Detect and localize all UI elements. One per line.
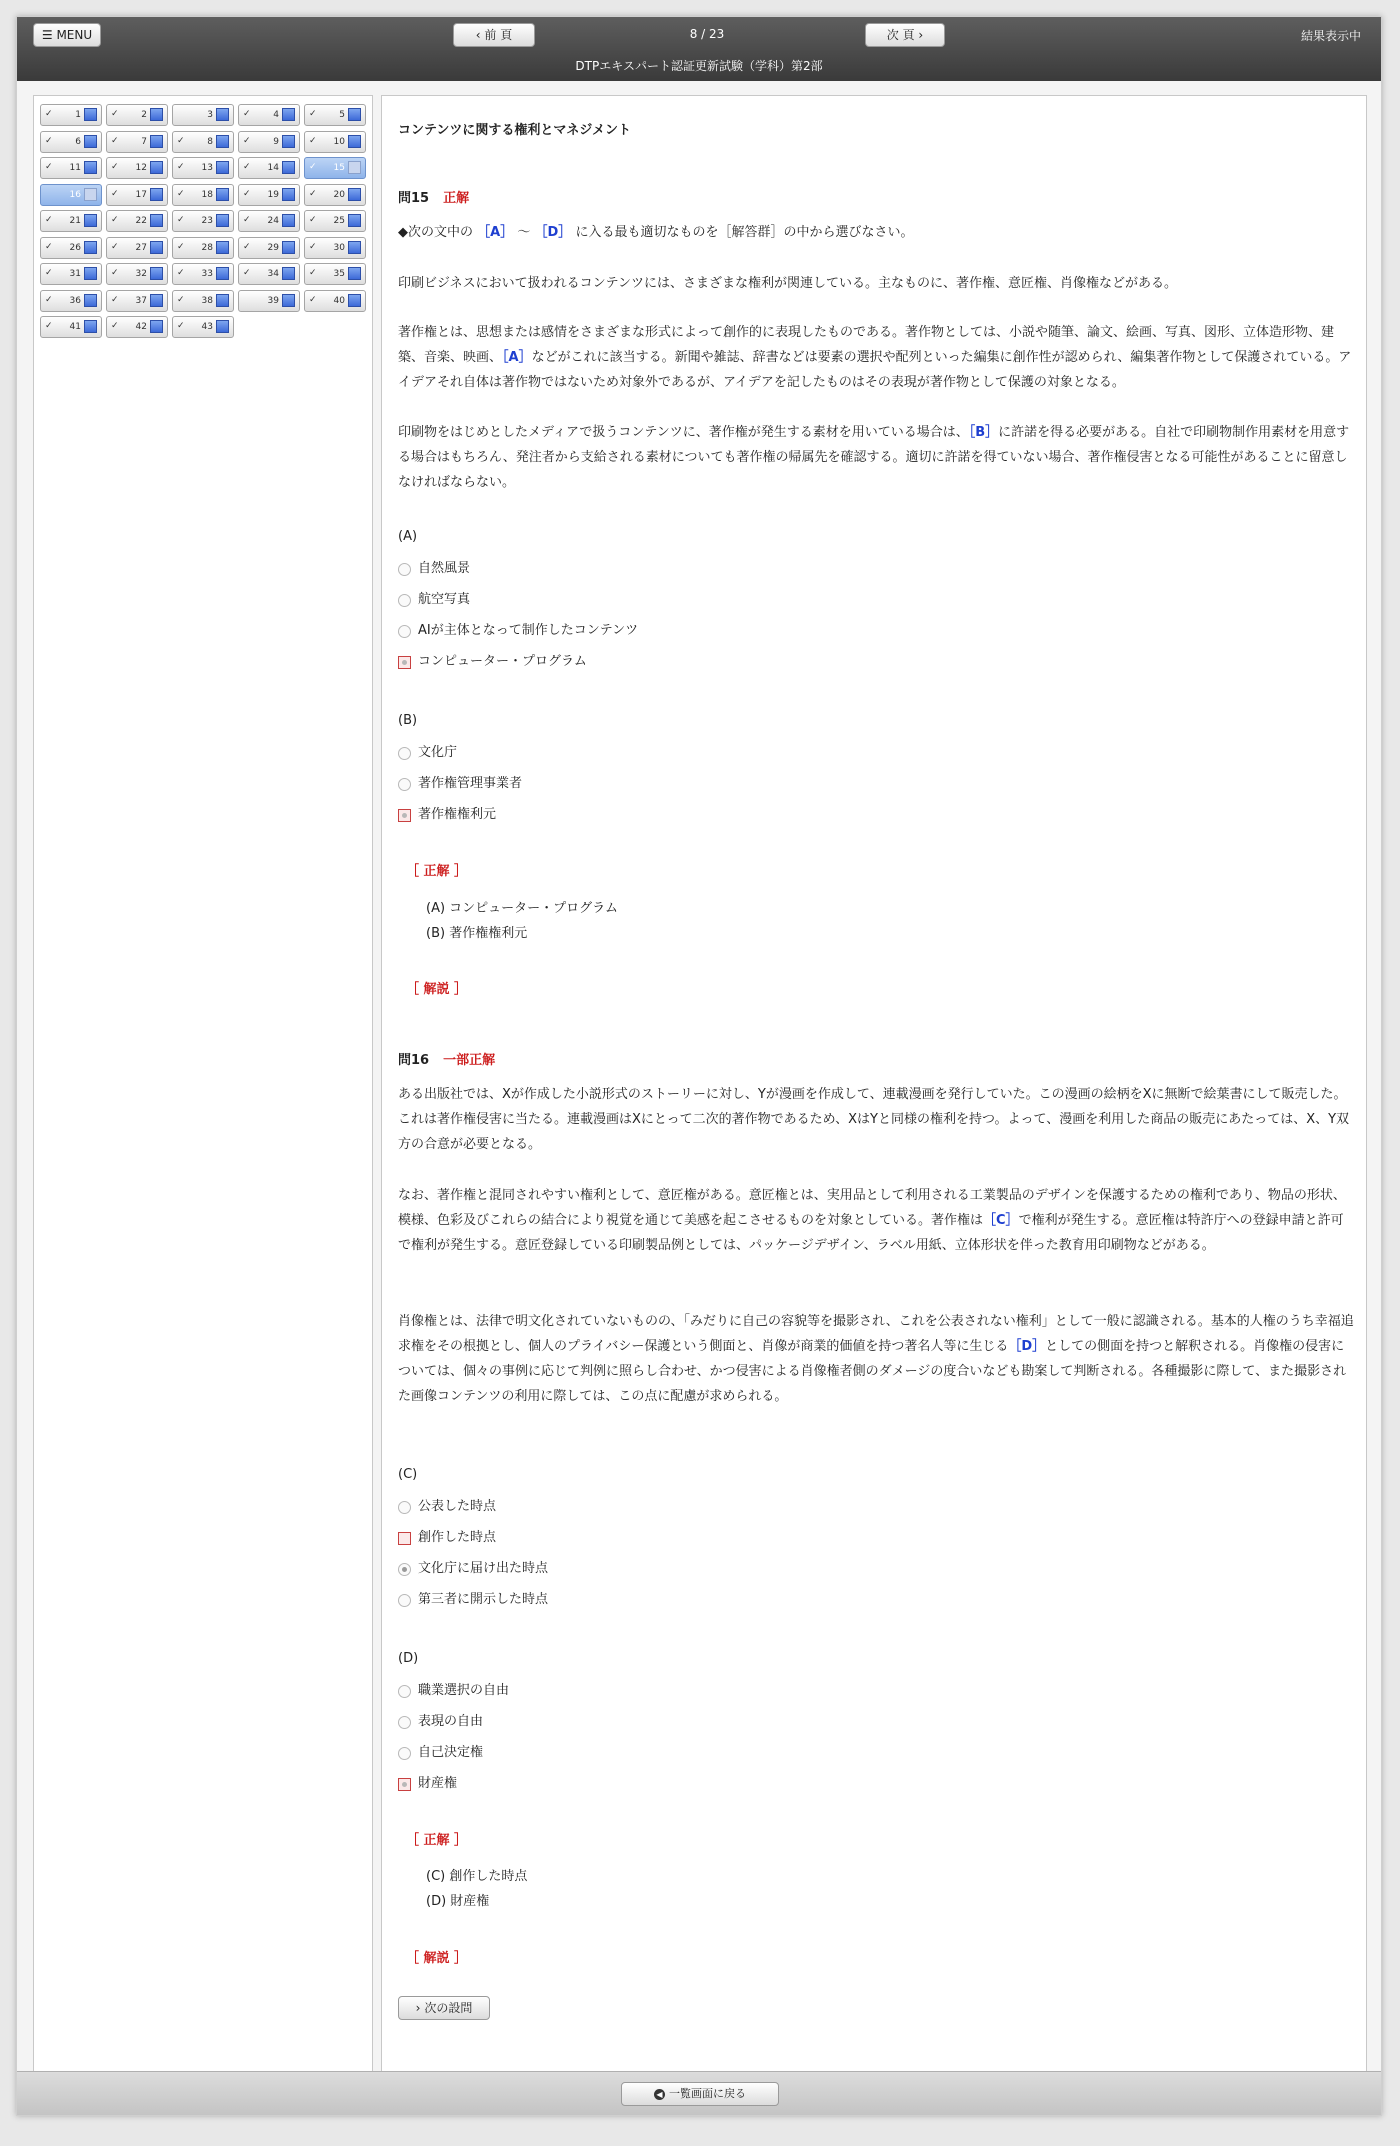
answer-line: (C) 創作した時点: [426, 1869, 528, 1884]
check-icon: ✓: [45, 241, 53, 252]
question-number-label: 21: [69, 216, 81, 226]
question-button-29[interactable]: [238, 237, 300, 259]
bookmark-icon[interactable]: [150, 135, 163, 148]
question-button-16[interactable]: [40, 184, 102, 206]
check-icon: ✓: [309, 215, 317, 225]
paragraph-text: なお、著作権と混同されやすい権利として、意匠権がある。意匠権とは、実用品として利用される工業製品のデザインを保護するための権利であり、物品の形状、模様、色彩及びこれらの結合により視覚を通じて美感を起こさせるものを対象としている。著作権は: [398, 1188, 1346, 1228]
option-label: 第三者に開示した時点: [418, 1592, 549, 1607]
question-number-label: 6: [75, 136, 81, 147]
question-number-label: 23: [201, 216, 213, 226]
question-content-panel: [381, 95, 1367, 2073]
question-number-label: 2: [141, 110, 147, 120]
radio-button[interactable]: [398, 1501, 411, 1514]
question-button-13[interactable]: [172, 157, 234, 179]
bookmark-icon[interactable]: [282, 135, 295, 148]
check-icon: ✓: [177, 215, 185, 225]
check-icon: ✓: [243, 188, 251, 199]
bottom-toolbar: [17, 2071, 1381, 2115]
check-icon: ✓: [177, 162, 185, 172]
question-button-17[interactable]: [106, 184, 168, 206]
question-button-11[interactable]: [40, 157, 102, 179]
check-icon: ✓: [45, 294, 53, 305]
chevron-right-icon: ›: [918, 28, 924, 42]
question-button-25[interactable]: [304, 210, 366, 232]
question-button-4[interactable]: [238, 104, 300, 126]
question-number-label: 37: [135, 295, 147, 306]
blank-d: ［D］: [1008, 1339, 1046, 1354]
question-number-label: 8: [207, 136, 213, 147]
question-button-2[interactable]: [106, 104, 168, 126]
check-icon: ✓: [111, 241, 119, 252]
bookmark-icon[interactable]: [348, 241, 361, 254]
instruction: [398, 220, 1356, 245]
bookmark-icon[interactable]: [84, 267, 97, 280]
question-number-label: 25: [333, 216, 345, 226]
option-label: 文化庁に届け出た時点: [418, 1561, 549, 1576]
bookmark-icon[interactable]: [282, 161, 295, 174]
blank-c: ［C］: [983, 1213, 1019, 1228]
paragraph-text: で権利が発生する。意匠権は特許庁への登録申請と許可で権利が発生する。意匠登録している印刷製品例としては、パッケージデザイン、ラベル用紙、立体形状を伴った教育用印刷物などがある。: [398, 1213, 1344, 1253]
question-number-label: 14: [267, 163, 279, 173]
correct-selected-marker-icon[interactable]: [398, 656, 411, 669]
question-number-label: 42: [135, 322, 147, 332]
question-button-10[interactable]: [304, 131, 366, 153]
question-number-label: 20: [333, 189, 345, 200]
option-label: 著作権管理事業者: [418, 776, 523, 791]
menu-button[interactable]: [33, 23, 101, 47]
bookmark-icon[interactable]: [84, 214, 97, 227]
option-label: 文化庁: [418, 745, 458, 760]
blank-b: ［B］: [968, 425, 999, 440]
question-number: 問16: [398, 1053, 430, 1068]
question-button-22[interactable]: [106, 210, 168, 232]
answer-line: (A) コンピューター・プログラム: [426, 901, 619, 916]
question-number-label: 35: [333, 269, 345, 279]
radio-button[interactable]: [398, 1594, 411, 1607]
top-toolbar: [17, 17, 1381, 81]
question-number-label: 19: [267, 189, 279, 200]
option-label: 財産権: [418, 1776, 458, 1791]
question-number-label: 31: [69, 269, 81, 279]
blank-d: ［D］: [534, 225, 572, 240]
result-label: 正解: [443, 191, 470, 206]
check-icon: ✓: [111, 162, 119, 172]
bookmark-icon[interactable]: [348, 294, 361, 307]
question-number-label: 11: [69, 163, 81, 173]
question-button-40[interactable]: [304, 290, 366, 312]
question-button-31[interactable]: [40, 263, 102, 285]
bookmark-icon[interactable]: [348, 214, 361, 227]
page-counter: 8 / 23: [689, 27, 725, 41]
question-button-39[interactable]: [238, 290, 300, 312]
radio-button[interactable]: [398, 1685, 411, 1698]
option-group-label: (C): [398, 1467, 418, 1482]
check-icon: ✓: [45, 109, 53, 119]
check-icon: ✓: [45, 215, 53, 225]
bookmark-icon[interactable]: [348, 188, 361, 201]
paragraph: [398, 320, 1356, 395]
question-navigator: [33, 95, 373, 2073]
radio-button[interactable]: [398, 594, 411, 607]
bookmark-icon[interactable]: [216, 320, 229, 333]
bookmark-icon[interactable]: [348, 161, 361, 174]
question-number-label: 10: [333, 136, 345, 147]
correct-selected-marker-icon[interactable]: [398, 1778, 411, 1791]
check-icon: ✓: [111, 135, 119, 146]
bookmark-icon[interactable]: [150, 161, 163, 174]
question-button-6[interactable]: [40, 131, 102, 153]
result-status: 結果表示中: [1300, 29, 1361, 43]
check-icon: ✓: [309, 188, 317, 199]
question-heading-16: [398, 1048, 495, 1073]
check-icon: ✓: [177, 135, 185, 146]
bookmark-icon[interactable]: [150, 294, 163, 307]
paragraph: ある出版社では、Xが作成した小説形式のストーリーに対し、Yが漫画を作成して、連載漫画を発行していた。この漫画の絵柄をXに無断で絵葉書にして販売した。これは著作権侵害に当たる。連載漫画はXにとって二次的著作物であるため、XはYと同様の権利を持つ。よって、漫画を利用した商品の販売にあたっては、X、Y双方の合意が必要となる。: [398, 1087, 1350, 1152]
check-icon: ✓: [111, 294, 119, 305]
paragraph-text: 印刷物をはじめとしたメディアで扱うコンテンツに、著作権が発生する素材を用いている場合は、: [398, 425, 969, 440]
check-icon: ✓: [111, 188, 119, 199]
option-group-label: (A): [398, 529, 418, 544]
question-number-label: 16: [69, 189, 81, 200]
bookmark-icon[interactable]: [216, 188, 229, 201]
check-icon: ✓: [243, 241, 251, 252]
answer-heading: ［ 正解 ］: [406, 1833, 468, 1848]
question-number-label: 5: [339, 110, 345, 120]
bookmark-icon[interactable]: [216, 241, 229, 254]
question-button-3[interactable]: [172, 104, 234, 126]
correct-selected-marker-icon[interactable]: [398, 809, 411, 822]
question-number-label: 32: [135, 269, 147, 279]
paragraph: [398, 1183, 1356, 1258]
question-button-18[interactable]: [172, 184, 234, 206]
question-button-15[interactable]: [304, 157, 366, 179]
question-number-label: 33: [201, 269, 213, 279]
option-label: 自己決定権: [418, 1745, 484, 1760]
back-to-list-button[interactable]: [621, 2082, 779, 2106]
radio-button[interactable]: [398, 747, 411, 760]
bookmark-icon[interactable]: [348, 267, 361, 280]
option-label: 公表した時点: [418, 1499, 497, 1514]
question-number-label: 15: [333, 163, 345, 173]
bookmark-icon[interactable]: [216, 267, 229, 280]
check-icon: ✓: [45, 268, 53, 278]
bookmark-icon[interactable]: [150, 320, 163, 333]
question-button-8[interactable]: [172, 131, 234, 153]
question-button-23[interactable]: [172, 210, 234, 232]
question-number-label: 17: [135, 189, 147, 200]
question-number-label: 9: [273, 136, 279, 147]
bookmark-icon[interactable]: [150, 214, 163, 227]
next-page-label: 次 頁: [886, 28, 915, 42]
question-number-label: 43: [201, 322, 213, 332]
next-question-button[interactable]: [398, 1996, 490, 2020]
question-button-42[interactable]: [106, 316, 168, 338]
answer-line: (B) 著作権権利元: [426, 926, 528, 941]
bookmark-icon[interactable]: [84, 108, 97, 121]
bookmark-icon[interactable]: [84, 241, 97, 254]
question-button-37[interactable]: [106, 290, 168, 312]
check-icon: ✓: [177, 268, 185, 278]
radio-button[interactable]: [398, 1716, 411, 1729]
question-button-7[interactable]: [106, 131, 168, 153]
paragraph: [398, 1309, 1356, 1409]
check-icon: ✓: [45, 135, 53, 146]
paragraph-text: に許諾を得る必要がある。自社で印刷物制作用素材を用意する場合はもちろん、発注者から支給される素材についても著作権の帰属先を確認する。適切に許諾を得ていない場合、著作権侵害となる可能性があることに留意しなければならない。: [398, 425, 1350, 490]
bookmark-icon[interactable]: [150, 188, 163, 201]
explanation-heading: ［ 解説 ］: [406, 982, 468, 997]
paragraph-text: などがこれに該当する。新聞や雑誌、辞書などは要素の選択や配列といった編集に創作性が認められ、編集著作物として保護されている。アイデアそれ自体は著作物ではないため対象外であるが、アイデアを記したものはその表現が著作物として保護の対象となる。: [398, 350, 1352, 390]
radio-button[interactable]: [398, 1747, 411, 1760]
paragraph-text: 著作権とは、思想または感情をさまざまな形式によって創作的に表現したものである。著作物としては、小説や随筆、論文、絵画、写真、図形、立体造形物、建築、音楽、映画、: [398, 325, 1335, 365]
option-label: 職業選択の自由: [418, 1683, 510, 1698]
question-button-20[interactable]: [304, 184, 366, 206]
section-title: コンテンツに関する権利とマネジメント: [398, 123, 631, 138]
tilde: 〜: [517, 225, 531, 240]
question-button-9[interactable]: [238, 131, 300, 153]
bookmark-icon[interactable]: [84, 188, 97, 201]
answer-line: (D) 財産権: [426, 1894, 490, 1909]
bookmark-icon[interactable]: [282, 267, 295, 280]
blank-a: ［A］: [502, 350, 532, 365]
question-button-35[interactable]: [304, 263, 366, 285]
paragraph-text: としての側面を持つと解釈される。肖像権の侵害については、個々の事例に応じて判例に照らし合わせ、かつ侵害による肖像権者側のダメージの度合いなども勘案して判断される。各種撮影に際して、また撮影された画像コンテンツの利用に際しては、この点に配慮が求められる。: [398, 1339, 1347, 1404]
next-page-button[interactable]: [865, 23, 945, 47]
bookmark-icon[interactable]: [84, 135, 97, 148]
radio-button[interactable]: [398, 563, 411, 576]
question-button-36[interactable]: [40, 290, 102, 312]
question-button-27[interactable]: [106, 237, 168, 259]
question-button-32[interactable]: [106, 263, 168, 285]
radio-button[interactable]: [398, 778, 411, 791]
question-number-label: 24: [267, 216, 279, 226]
check-icon: ✓: [243, 109, 251, 119]
bookmark-icon[interactable]: [84, 320, 97, 333]
blank-a: ［A］: [477, 225, 514, 240]
question-number-label: 22: [135, 216, 147, 226]
question-number-label: 30: [333, 242, 345, 253]
hamburger-icon: ☰: [41, 28, 53, 42]
back-arrow-icon: ◀: [654, 2089, 665, 2100]
question-number-label: 12: [135, 163, 147, 173]
question-button-38[interactable]: [172, 290, 234, 312]
question-number-label: 27: [135, 242, 147, 253]
bookmark-icon[interactable]: [150, 241, 163, 254]
question-number-label: 36: [69, 295, 81, 306]
radio-button[interactable]: [398, 625, 411, 638]
paragraph: [398, 420, 1356, 495]
question-number-label: 40: [333, 295, 345, 306]
prev-page-label: 前 頁: [484, 28, 513, 42]
bookmark-icon[interactable]: [348, 135, 361, 148]
question-button-41[interactable]: [40, 316, 102, 338]
bookmark-icon[interactable]: [150, 108, 163, 121]
option-group-label: (D): [398, 1651, 419, 1666]
option-group-label: (B): [398, 713, 418, 728]
question-button-1[interactable]: [40, 104, 102, 126]
question-button-24[interactable]: [238, 210, 300, 232]
check-icon: ✓: [243, 268, 251, 278]
menu-button-label: MENU: [56, 28, 93, 42]
radio-button-selected[interactable]: [398, 1563, 411, 1576]
result-label: 一部正解: [443, 1053, 496, 1068]
option-label: AIが主体となって制作したコンテンツ: [418, 623, 639, 638]
question-heading-15: [398, 186, 469, 211]
check-icon: ✓: [45, 162, 53, 172]
check-icon: ✓: [309, 294, 317, 305]
question-button-43[interactable]: [172, 316, 234, 338]
question-number-label: 34: [267, 269, 279, 279]
question-number-label: 26: [69, 242, 81, 253]
question-button-28[interactable]: [172, 237, 234, 259]
exam-title: DTPエキスパート認証更新試験（学科）第2部: [575, 59, 823, 73]
question-number-label: 38: [201, 295, 213, 306]
question-button-30[interactable]: [304, 237, 366, 259]
question-button-19[interactable]: [238, 184, 300, 206]
option-label: 創作した時点: [418, 1530, 497, 1545]
question-number-label: 18: [201, 189, 213, 200]
question-button-33[interactable]: [172, 263, 234, 285]
explanation-heading: ［ 解説 ］: [406, 1951, 468, 1966]
check-icon: ✓: [111, 215, 119, 225]
bookmark-icon[interactable]: [348, 108, 361, 121]
bookmark-icon[interactable]: [216, 161, 229, 174]
correct-answer-marker-icon[interactable]: [398, 1532, 411, 1545]
check-icon: ✓: [309, 241, 317, 252]
chevron-right-icon: ›: [415, 2001, 421, 2015]
bookmark-icon[interactable]: [282, 214, 295, 227]
bookmark-icon[interactable]: [282, 188, 295, 201]
instruction-text: に入る最も適切なものを［解答群］の中から選びなさい。: [575, 225, 914, 240]
bookmark-icon[interactable]: [84, 294, 97, 307]
option-label: コンピューター・プログラム: [418, 654, 587, 669]
answer-heading: ［ 正解 ］: [406, 864, 468, 879]
question-button-14[interactable]: [238, 157, 300, 179]
question-number-label: 1: [75, 110, 81, 120]
question-number-label: 28: [201, 242, 213, 253]
bookmark-icon[interactable]: [282, 108, 295, 121]
check-icon: ✓: [309, 162, 317, 172]
question-number-label: 39: [267, 295, 279, 306]
next-question-label: 次の設問: [424, 2001, 473, 2015]
option-label: 航空写真: [418, 592, 471, 607]
bookmark-icon[interactable]: [84, 161, 97, 174]
question-button-26[interactable]: [40, 237, 102, 259]
question-button-12[interactable]: [106, 157, 168, 179]
app-window: [16, 16, 1382, 2116]
paragraph-text: 肖像権とは、法律で明文化されていないものの、「みだりに自己の容貌等を撮影され、これを公表されない権利」として一般に認識される。基本的人権のうち幸福追求権をその根拠とし、個人のプライバシー保護という側面と、肖像が商業的価値を持つ著名人等に生じる: [398, 1314, 1354, 1354]
question-number-label: 13: [201, 163, 213, 173]
question-number: 問15: [398, 191, 430, 206]
bookmark-icon[interactable]: [150, 267, 163, 280]
option-label: 著作権権利元: [418, 807, 497, 822]
bookmark-icon[interactable]: [282, 241, 295, 254]
question-button-34[interactable]: [238, 263, 300, 285]
check-icon: ✓: [243, 215, 251, 225]
question-number-label: 3: [207, 110, 213, 120]
check-icon: ✓: [309, 109, 317, 119]
check-icon: ✓: [177, 241, 185, 252]
check-icon: ✓: [243, 162, 251, 172]
check-icon: ✓: [177, 188, 185, 199]
bookmark-icon[interactable]: [216, 294, 229, 307]
check-icon: ✓: [177, 294, 185, 305]
bookmark-icon[interactable]: [216, 108, 229, 121]
bookmark-icon[interactable]: [216, 214, 229, 227]
check-icon: ✓: [243, 135, 251, 146]
check-icon: ✓: [45, 321, 53, 331]
instruction-text: ◆次の文中の: [398, 225, 473, 240]
question-number-label: 4: [273, 110, 279, 120]
question-number-label: 41: [69, 322, 81, 332]
option-label: 自然風景: [418, 561, 471, 576]
question-number-label: 7: [141, 136, 147, 147]
back-to-list-label: 一覧画面に戻る: [669, 2087, 746, 2100]
check-icon: ✓: [111, 268, 119, 278]
question-button-5[interactable]: [304, 104, 366, 126]
check-icon: ✓: [309, 268, 317, 278]
paragraph: 印刷ビジネスにおいて扱われるコンテンツには、さまざまな権利が関連している。主なものに、著作権、意匠権、肖像権などがある。: [398, 276, 1177, 291]
chevron-left-icon: ‹: [475, 28, 481, 42]
option-label: 表現の自由: [418, 1714, 484, 1729]
check-icon: ✓: [111, 109, 119, 119]
bookmark-icon[interactable]: [282, 294, 295, 307]
bookmark-icon[interactable]: [216, 135, 229, 148]
question-button-21[interactable]: [40, 210, 102, 232]
question-number-label: 29: [267, 242, 279, 253]
check-icon: ✓: [309, 135, 317, 146]
check-icon: ✓: [111, 321, 119, 331]
prev-page-button[interactable]: [453, 23, 535, 47]
check-icon: ✓: [177, 321, 185, 331]
